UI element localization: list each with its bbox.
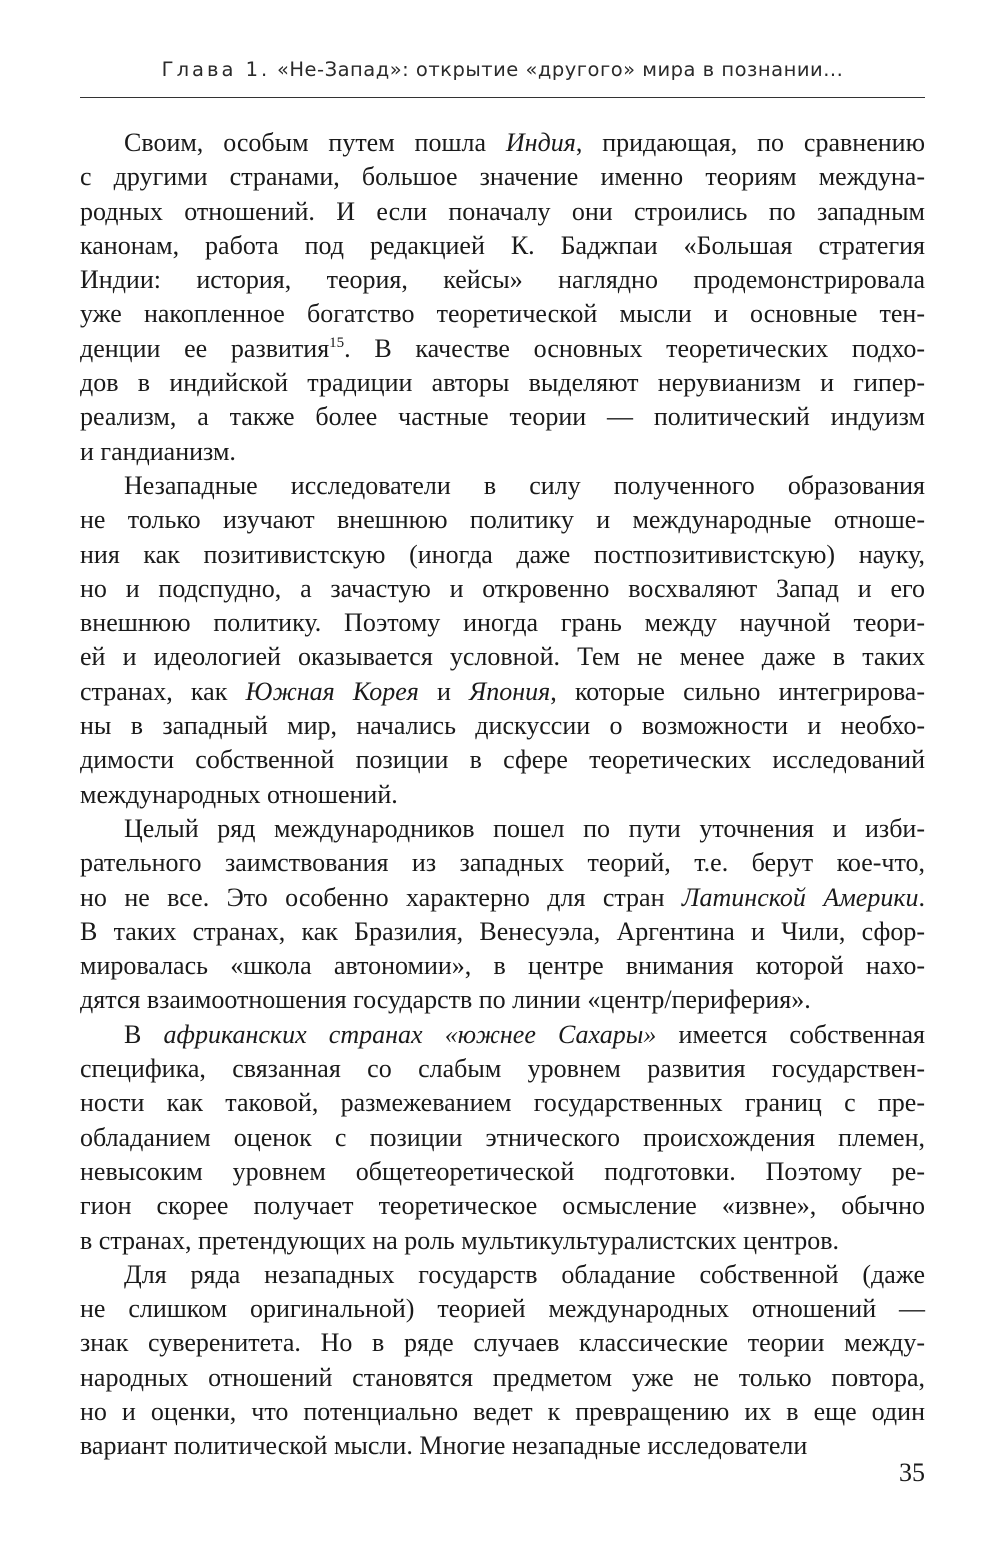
text-line — [80, 709, 925, 743]
text-line — [80, 1326, 925, 1360]
text-run: вариант политической мысли. Многие незападные исследователи — [80, 1431, 808, 1461]
text-line — [80, 1224, 925, 1258]
text-run: ния как позитивистскую (иногда даже постпозитивистскую) науку, — [80, 539, 925, 569]
text-run: гион скорее получает теоретическое осмысление «извне», обычно — [80, 1191, 925, 1221]
text-run: . В качестве основных теоретических подхо- — [344, 333, 925, 363]
text-line — [80, 640, 925, 674]
paragraph — [80, 126, 925, 469]
text-run: , придающая, по сравнению — [575, 128, 925, 157]
text-run: Индии: история, теория, кейсы» наглядно продемонстрировала — [80, 265, 925, 295]
text-line — [80, 949, 925, 983]
chapter-label: Глава 1. — [161, 58, 271, 81]
text-run: но и оценки, что потенциально ведет к превращению их в еще один — [80, 1396, 925, 1426]
text-line — [80, 538, 925, 572]
text-run: народных отношений становятся предметом уже не только повтора, — [80, 1362, 925, 1392]
text-line — [80, 778, 925, 812]
text-run: ности как таковой, размежеванием государственных границ с пре- — [80, 1088, 925, 1118]
text-line — [80, 1292, 925, 1326]
italic-term: Южная Корея — [245, 676, 419, 706]
chapter-title: «Не-Запад»: открытие «другого» мира в познании... — [276, 58, 844, 81]
text-run: мировалась «школа автономии», в центре внимания которой нахо- — [80, 951, 925, 981]
italic-term: Индия — [505, 128, 576, 157]
page-number: 35 — [899, 1458, 925, 1487]
text-line — [80, 675, 925, 709]
text-run: с другими странами, большое значение именно теориям междуна- — [80, 162, 925, 192]
text-line — [80, 263, 925, 297]
text-line — [80, 400, 925, 434]
paragraph — [80, 469, 925, 812]
text-line — [80, 812, 925, 846]
text-line — [80, 229, 925, 263]
text-run: не слишком оригинальной) теорией международных отношений — — [80, 1294, 925, 1324]
running-header — [80, 58, 925, 81]
text-line — [80, 1189, 925, 1223]
text-line — [80, 1258, 925, 1292]
italic-term: Япония — [469, 676, 551, 706]
text-line — [80, 195, 925, 229]
text-run: ей и идеологией оказывается условной. Тем не менее даже в таких — [80, 642, 925, 672]
text-run: реализм, а также более частные теории — политический индуизм — [80, 402, 925, 432]
text-run: Своим, особым путем пошла — [124, 128, 506, 157]
text-run: международных отношений. — [80, 779, 398, 809]
body-text — [80, 126, 925, 1464]
paragraph — [80, 1018, 925, 1258]
text-run: дов в индийской традиции авторы выделяют нерувианизм и гипер- — [80, 368, 925, 398]
text-run: ны в западный мир, начались дискуссии о возможности и необхо- — [80, 711, 925, 741]
text-run: Целый ряд международников пошел по пути уточнения и изби- — [124, 813, 925, 843]
text-run: родных отношений. И если поначалу они строились по западным — [80, 196, 925, 226]
text-run: странах, как — [80, 676, 246, 706]
text-line — [80, 1429, 925, 1463]
text-line — [80, 1361, 925, 1395]
text-line — [80, 297, 925, 331]
text-run: , которые сильно интегрирова- — [550, 676, 926, 706]
text-line — [80, 503, 925, 537]
text-line — [80, 983, 925, 1017]
text-line — [80, 606, 925, 640]
text-run: специфика, связанная со слабым уровнем развития государствен- — [80, 1054, 925, 1084]
text-run: дятся взаимоотношения государств по линии «центр/периферия». — [80, 985, 811, 1015]
text-line — [80, 915, 925, 949]
text-run: В — [124, 1019, 164, 1049]
text-run: обладанием оценок с позиции этнического происхождения племен, — [80, 1122, 925, 1152]
text-run: имеется собственная — [656, 1019, 925, 1049]
text-line — [80, 1395, 925, 1429]
text-line — [80, 1052, 925, 1086]
text-line — [80, 846, 925, 880]
text-run: В таких странах, как Бразилия, Венесуэла, Аргентина и Чили, сфор- — [80, 916, 925, 946]
text-run: и гандианизм. — [80, 436, 236, 466]
text-run: Незападные исследователи в силу полученного образования — [124, 470, 925, 500]
text-line — [80, 881, 925, 915]
text-line — [80, 1018, 925, 1052]
text-run: димости собственной позиции в сфере теоретических исследований — [80, 745, 925, 775]
text-run: рательного заимствования из западных теорий, т.е. берут кое-что, — [80, 848, 925, 878]
text-line — [80, 160, 925, 194]
footnote-ref: 15 — [329, 334, 345, 351]
text-run: не только изучают внешнюю политику и международные отноше- — [80, 505, 925, 535]
text-run: но не все. Это особенно характерно для стран — [80, 882, 682, 912]
text-run: невысоким уровнем общетеоретической подготовки. Поэтому ре- — [80, 1156, 925, 1186]
text-run: Для ряда незападных государств обладание собственной (даже — [124, 1259, 925, 1289]
text-line — [80, 743, 925, 777]
text-line — [80, 366, 925, 400]
header-rule — [80, 97, 925, 98]
text-line — [80, 572, 925, 606]
text-line — [80, 126, 925, 160]
text-run: и — [418, 676, 470, 706]
text-line — [80, 1121, 925, 1155]
text-line — [80, 469, 925, 503]
italic-term: африканских странах «южнее Сахары» — [163, 1019, 657, 1049]
text-line — [80, 332, 925, 366]
text-run: знак суверенитета. Но в ряде случаев классические теории между- — [80, 1328, 925, 1358]
paragraph — [80, 1258, 925, 1464]
paragraph — [80, 812, 925, 1018]
text-run: денции ее развития — [80, 333, 330, 363]
text-line — [80, 435, 925, 469]
text-run: . — [918, 882, 925, 912]
text-run: в странах, претендующих на роль мультикультуралистских центров. — [80, 1225, 839, 1255]
text-run: но и подспудно, а зачастую и откровенно восхваляют Запад и его — [80, 573, 925, 603]
text-run: канонам, работа под редакцией К. Баджпаи «Большая стратегия — [80, 230, 925, 260]
text-line — [80, 1086, 925, 1120]
text-run: уже накопленное богатство теоретической мысли и основные тен- — [80, 299, 925, 329]
text-run: внешнюю политику. Поэтому иногда грань между научной теори- — [80, 608, 925, 638]
italic-term: Латинской Америки — [681, 882, 919, 912]
text-line — [80, 1155, 925, 1189]
